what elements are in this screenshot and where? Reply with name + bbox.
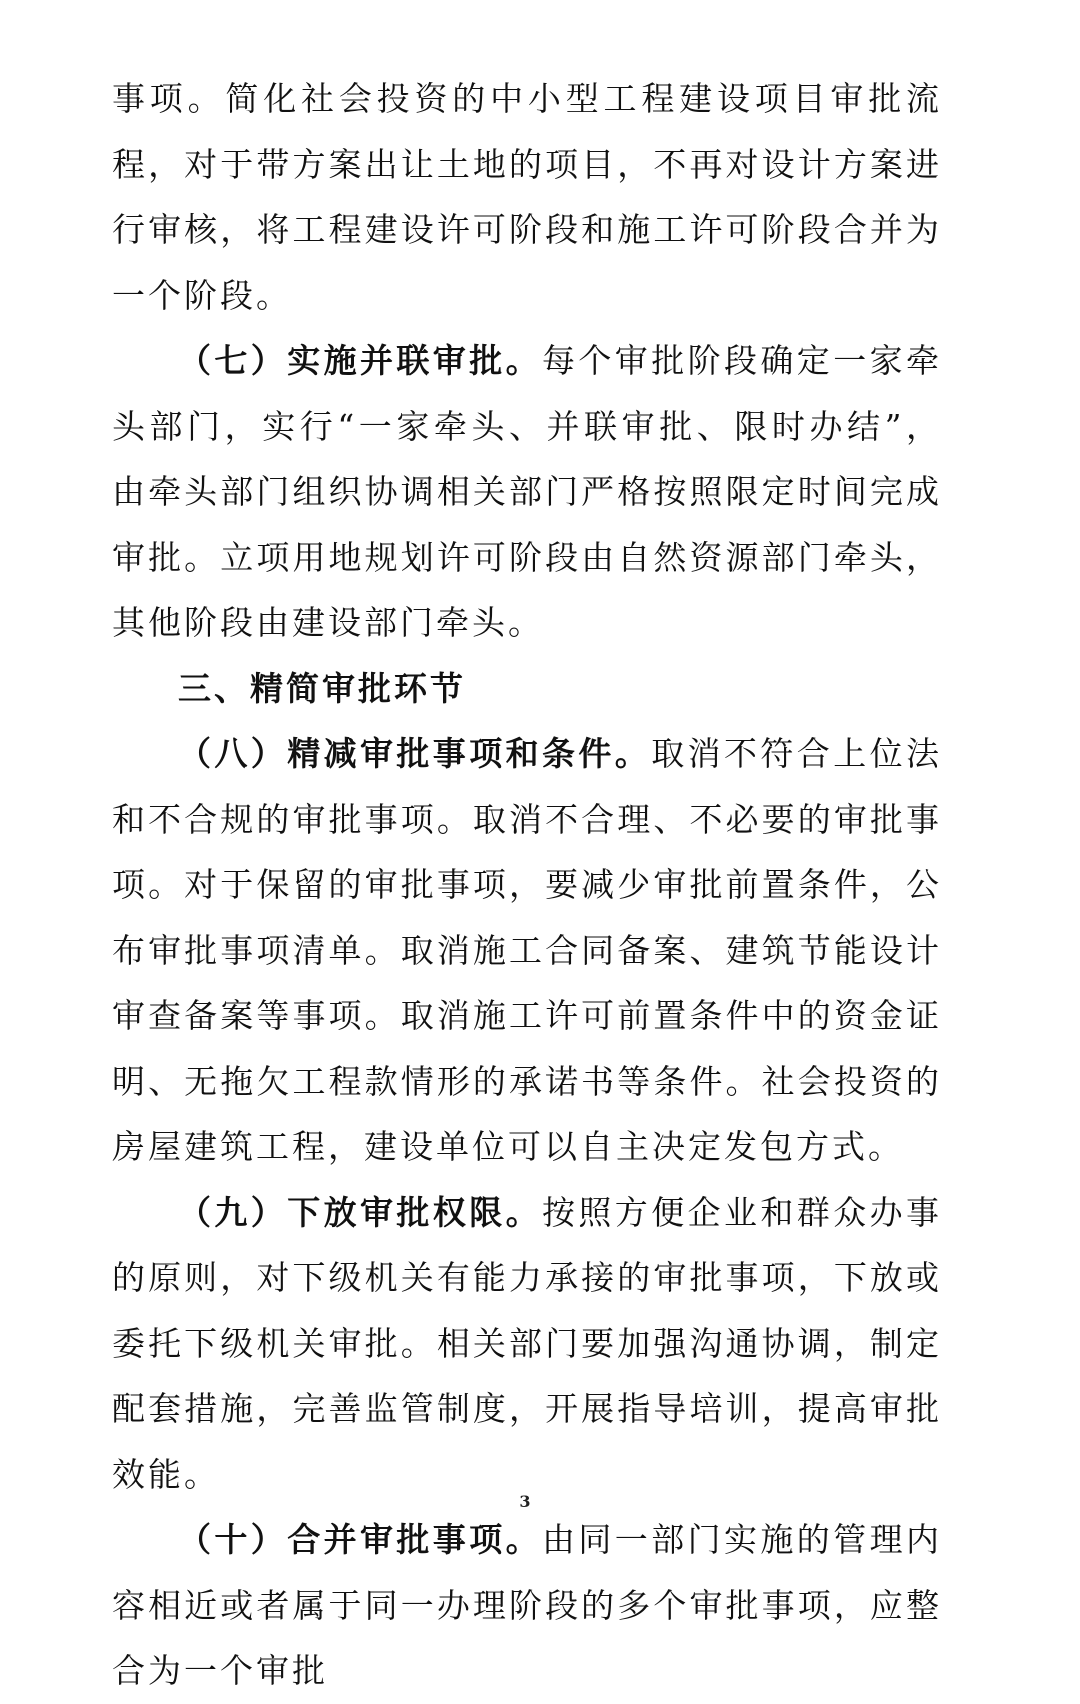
paragraph-lead: （八）精减审批事项和条件。 [178, 734, 652, 773]
section-heading: 三、精简审批环节 [178, 668, 466, 708]
paragraph-text: 取消不符合上位法和不合规的审批事项。取消不合理、不必要的审批事项。对于保留的审批事项，要减少审批前置条件，公布审批事项清单。取消施工合同备案、建筑节能设计审查备案等事项。取消施工许可前置条件中的资金证明、无拖欠工程款情形的承诺书等条件。社会投资的房屋建筑工程，建设单位可以自主决定发包方式。 [112, 734, 943, 1166]
page-number: 3 [519, 1492, 531, 1511]
paragraph-text: 由同一部门实施的管理内容相近或者属于同一办理阶段的多个审批事项，应整合为一个审批 [112, 1520, 943, 1690]
paragraph-item-9 [112, 1180, 942, 1508]
paragraph-lead: （七）实施并联审批。 [178, 341, 542, 380]
paragraph-item-7 [112, 328, 942, 656]
paragraph-text: 事项。简化社会投资的中小型工程建设项目审批流程，对于带方案出让土地的项目，不再对设计方案进行审核，将工程建设许可阶段和施工许可阶段合并为一个阶段。 [112, 79, 942, 315]
paragraph-text: 按照方便企业和群众办事的原则，对下级机关有能力承接的审批事项，下放或委托下级机关审批。相关部门要加强沟通协调，制定配套措施，完善监管制度，开展指导培训，提高审批效能。 [112, 1192, 943, 1494]
paragraph-item-8 [112, 721, 942, 1180]
paragraph-continuation [112, 66, 942, 328]
paragraph-lead: （九）下放审批权限。 [178, 1192, 542, 1232]
paragraph-item-10 [112, 1507, 942, 1704]
paragraph-text: 每个审批阶段确定一家牵头部门，实行“一家牵头、并联审批、限时办结”，由牵头部门组织协调相关部门严格按照限定时间完成审批。立项用地规划许可阶段由自然资源部门牵头，其他阶段由建设部门牵头。 [112, 341, 943, 642]
document-body [112, 66, 942, 1704]
paragraph-lead: （十）合并审批事项。 [178, 1520, 542, 1559]
